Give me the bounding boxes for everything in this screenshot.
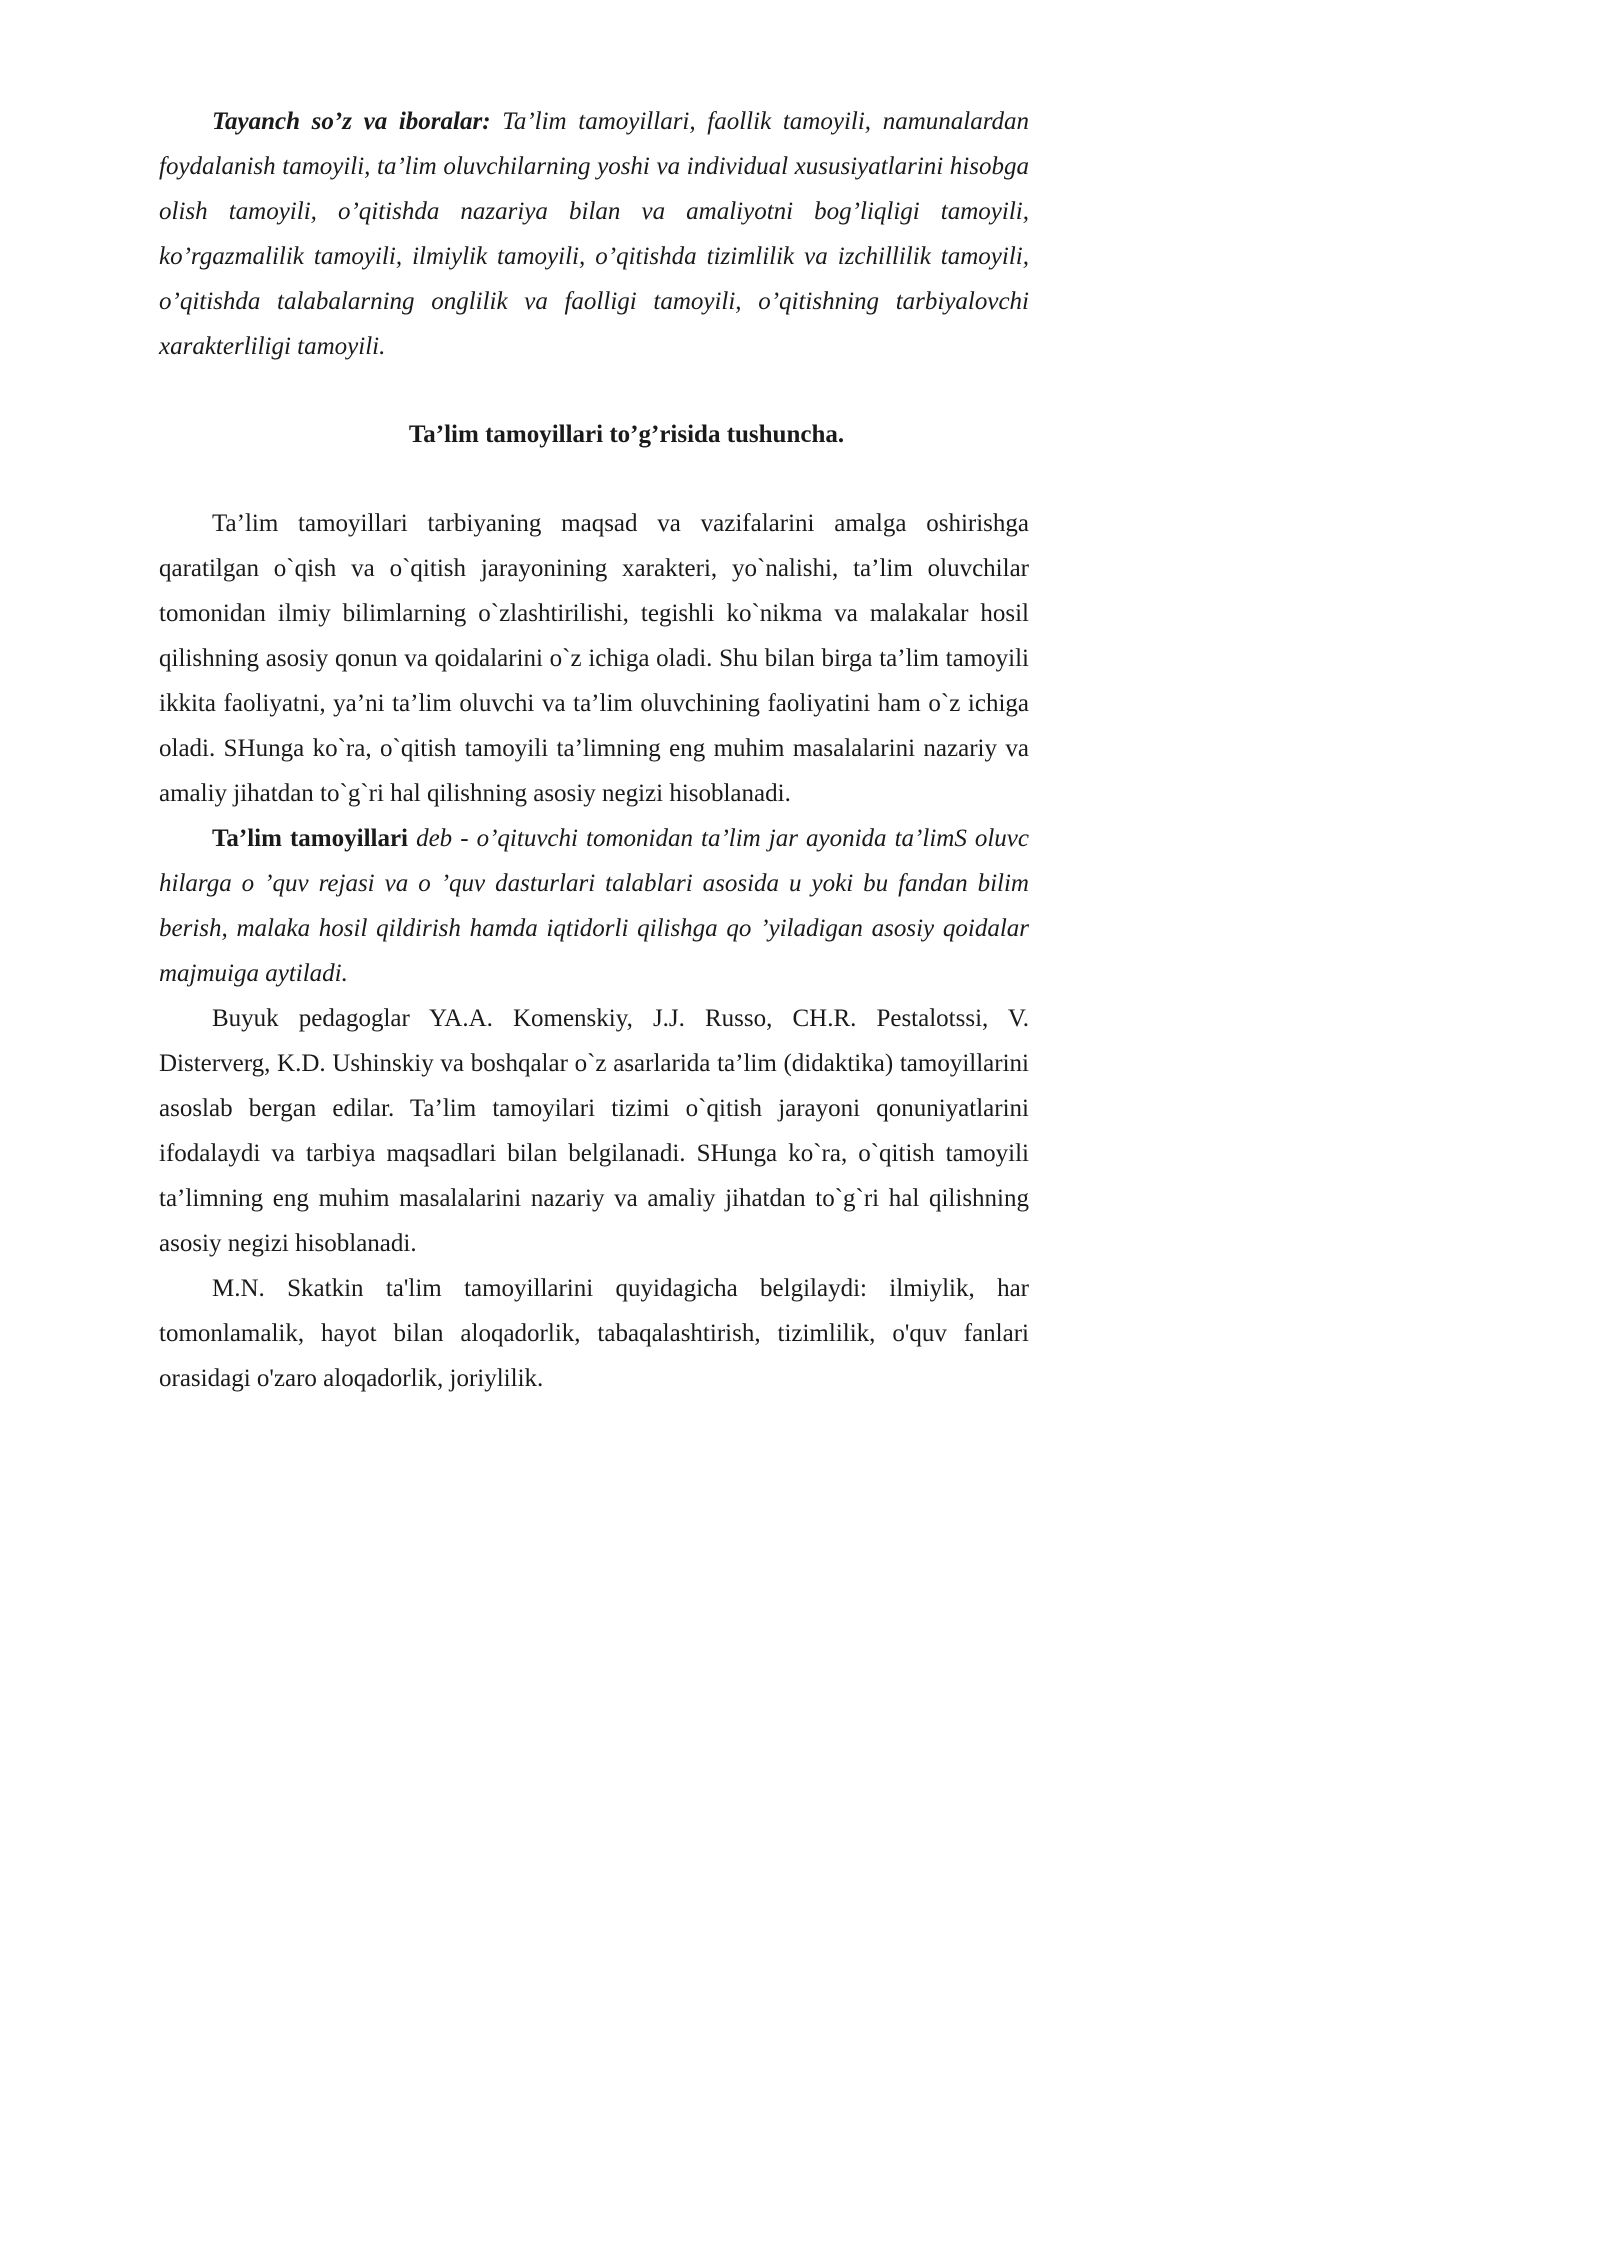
definition-text: deb - o’qituvchi tomonidan ta’lim jar ayonida ta’limS oluvc hilarga o ’quv rejasi va o ’quv dasturlari talablari asosida u yoki bu fandan bilim berish, malaka hosil qildirish hamda iqtidorli qilishga qo ’yiladigan asosiy qoidalar majmuiga aytiladi. <box>159 825 1030 987</box>
paragraph-pedagogues: Buyuk pedagoglar YA.A. Komenskiy, J.J. Russo, CH.R. Pestalotssi, V. Disterverg, K.D. Ushinskiy va boshqalar o`z asarlarida ta’lim (didaktika) tamoyillarini asoslab bergan edilar. Ta’lim tamoyilari tizimi o`qitish jarayoni qonuniyatlarini ifodalaydi va tarbiya maqsadlari bilan belgilanadi. SHunga ko`ra, o`qitish tamoyili ta’limning eng muhim masalalarini nazariy va amaliy jihatdan to`g`ri hal qilishning asosiy negizi hisoblanadi. <box>159 1005 1029 1257</box>
page-content <box>159 99 1029 1401</box>
document-page <box>0 0 1104 1561</box>
definition-paragraph <box>159 816 1029 996</box>
keywords-paragraph <box>159 99 1029 369</box>
section-heading: Ta’lim tamoyillari to’g’risida tushuncha. <box>408 421 845 448</box>
paragraph-intro: Ta’lim tamoyillari tarbiyaning maqsad va vazifalarini amalga oshirishga qaratilgan o`qish va o`qitish jarayonining xarakteri, yo`nalishi, ta’lim oluvchilar tomonidan ilmiy bilimlarning o`zlashtirilishi, tegishli ko`nikma va malakalar hosil qilishning asosiy qonun va qoidalarini o`z ichiga oladi. Shu bilan birga ta’lim tamoyili ikkita faoliyatni, ya’ni ta’lim oluvchi va ta’lim oluvchining faoliyatini ham o`z ichiga oladi. SHunga ko`ra, o`qitish tamoyili ta’limning eng muhim masalalarini nazariy va amaliy jihatdan to`g`ri hal qilishning asosiy negizi hisoblanadi. <box>159 510 1029 807</box>
paragraph-skatkin: M.N. Skatkin ta'lim tamoyillarini quyidagicha belgilaydi: ilmiylik, har tomonlamalik, hayot bilan aloqadorlik, tabaqalashtirish, tizimlilik, o'quv fanlari orasidagi o'zaro aloqadorlik, joriylilik. <box>159 1275 1029 1392</box>
keywords-label: Tayanch so’z va iboralar: <box>212 108 491 135</box>
definition-term: Ta’lim tamoyillari <box>212 825 409 852</box>
keywords-text: Ta’lim tamoyillari, faollik tamoyili, namunalardan foydalanish tamoyili, ta’lim oluvchilarning yoshi va individual xususiyatlarini hisobga olish tamoyili, o’qitishda nazariya bilan va amaliyotni bog’liqligi tamoyili, ko’rgazmalilik tamoyili, ilmiylik tamoyili, o’qitishda tizimlilik va izchillilik tamoyili, o’qitishda talabalarning onglilik va faolligi tamoyili, o’qitishning tarbiyalovchi xarakterliligi tamoyili. <box>159 108 1029 360</box>
